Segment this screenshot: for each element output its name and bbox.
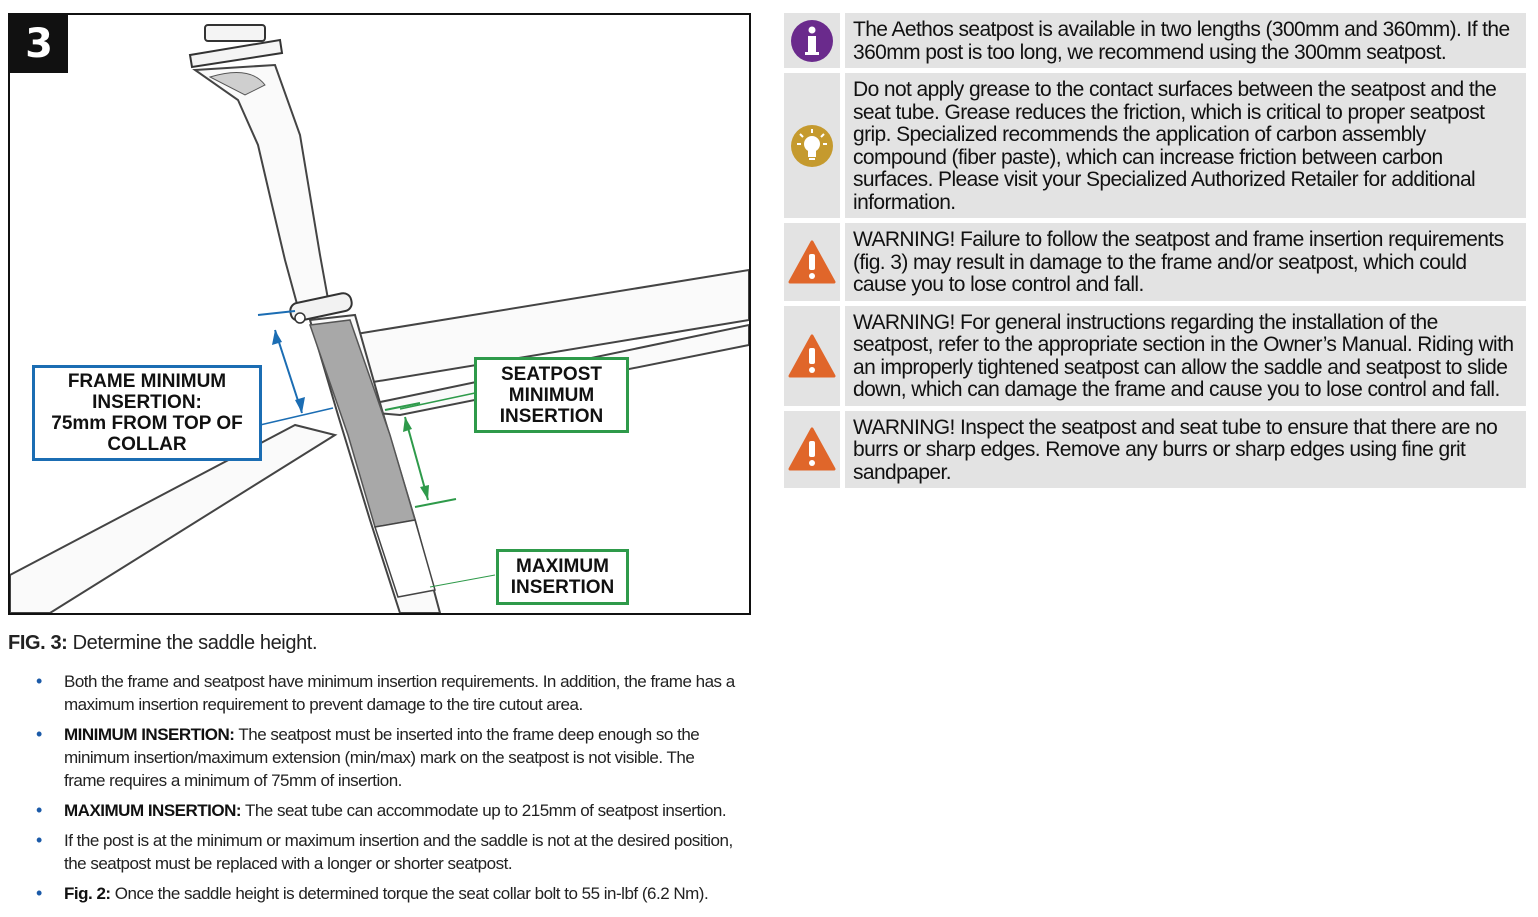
note-icon-cell <box>784 223 840 301</box>
callout-frame-minimum-text: FRAME MINIMUM INSERTION: 75mm FROM TOP OF COLLAR <box>51 371 243 455</box>
list-item-bold: MAXIMUM INSERTION: <box>64 801 242 820</box>
bullet-icon: • <box>36 883 42 903</box>
note-warning <box>784 306 1526 406</box>
note-tip <box>784 73 1526 218</box>
callout-seatpost-minimum-text: SEATPOST MINIMUM INSERTION <box>499 363 604 427</box>
list-item-text: The seatpost must be inserted into the frame deep enough so the minimum insertion/maximum extension (min/max) mark on the seatpost is not visible. The frame requires a minimum of 75mm of insertion. <box>64 725 700 790</box>
list-item <box>36 723 736 792</box>
bullet-icon: • <box>36 671 42 691</box>
info-icon <box>789 18 835 64</box>
list-item-text: Both the frame and seatpost have minimum insertion requirements. In addition, the frame has a maximum insertion requirement to prevent damage to the tire cutout area. <box>64 672 735 714</box>
callout-maximum-insertion <box>496 549 629 605</box>
list-item <box>36 799 736 822</box>
caption-text: Determine the saddle height. <box>67 632 318 654</box>
warning-icon <box>788 334 836 378</box>
callout-maximum-insertion-text: MAXIMUM INSERTION <box>510 556 615 598</box>
note-icon-cell <box>784 13 840 68</box>
note-text: Do not apply grease to the contact surfaces between the seatpost and the seat tube. Grease reduces the friction, which is critical to proper seatpost grip. Specialized recommends the application of carbon assembly compound (fiber paste), which can increase friction between carbon surfaces. Please visit your Specialized Authorized Retailer for additional information. <box>845 73 1526 218</box>
warning-icon <box>788 240 836 284</box>
note-icon-cell <box>784 411 840 489</box>
figure-number: 3 <box>10 15 68 73</box>
list-item-bold: MINIMUM INSERTION: <box>64 725 235 744</box>
list-item-text: The seat tube can accommodate up to 215mm of seatpost insertion. <box>241 801 727 820</box>
figure-caption <box>8 632 317 655</box>
list-item-text: Once the saddle height is determined torque the seat collar bolt to 55 in-lbf (6.2 Nm). <box>110 884 709 903</box>
note-warning <box>784 223 1526 301</box>
caption-label: FIG. 3: <box>8 632 68 654</box>
note-text: The Aethos seatpost is available in two lengths (300mm and 360mm). If the 360mm post is too long, we recommend using the 300mm seatpost. <box>845 13 1526 68</box>
note-text: WARNING! Failure to follow the seatpost and frame insertion requirements (fig. 3) may result in damage to the frame and/or seatpost, which could cause you to lose control and fall. <box>845 223 1526 301</box>
notes-panel <box>784 13 1526 493</box>
note-text: WARNING! For general instructions regarding the installation of the seatpost, refer to the appropriate section in the Owner’s Manual. Riding with an improperly tightened seatpost can allow the saddle and seatpost to slide down, which can damage the frame and cause you to lose control and fall. <box>845 306 1526 406</box>
list-item-bold: Fig. 2: <box>64 884 111 903</box>
list-item <box>36 670 736 716</box>
list-item <box>36 882 736 905</box>
callout-frame-minimum <box>32 365 262 461</box>
bullet-icon: • <box>36 800 42 820</box>
bullet-icon: • <box>36 830 42 850</box>
list-item-text: If the post is at the minimum or maximum insertion and the saddle is not at the desired position, the seatpost must be replaced with a longer or shorter seatpost. <box>64 831 733 873</box>
lightbulb-icon <box>789 123 835 169</box>
callout-seatpost-minimum <box>474 357 629 433</box>
note-info <box>784 13 1526 68</box>
list-item <box>36 829 736 875</box>
note-icon-cell <box>784 73 840 218</box>
note-text: WARNING! Inspect the seatpost and seat tube to ensure that there are no burrs or sharp edges. Remove any burrs or sharp edges using fine grit sandpaper. <box>845 411 1526 489</box>
figure-3 <box>8 13 751 615</box>
bike-illustration <box>10 15 749 613</box>
note-icon-cell <box>784 306 840 406</box>
note-warning <box>784 411 1526 489</box>
bullet-icon: • <box>36 724 42 744</box>
instruction-list <box>36 670 736 912</box>
warning-icon <box>788 427 836 471</box>
